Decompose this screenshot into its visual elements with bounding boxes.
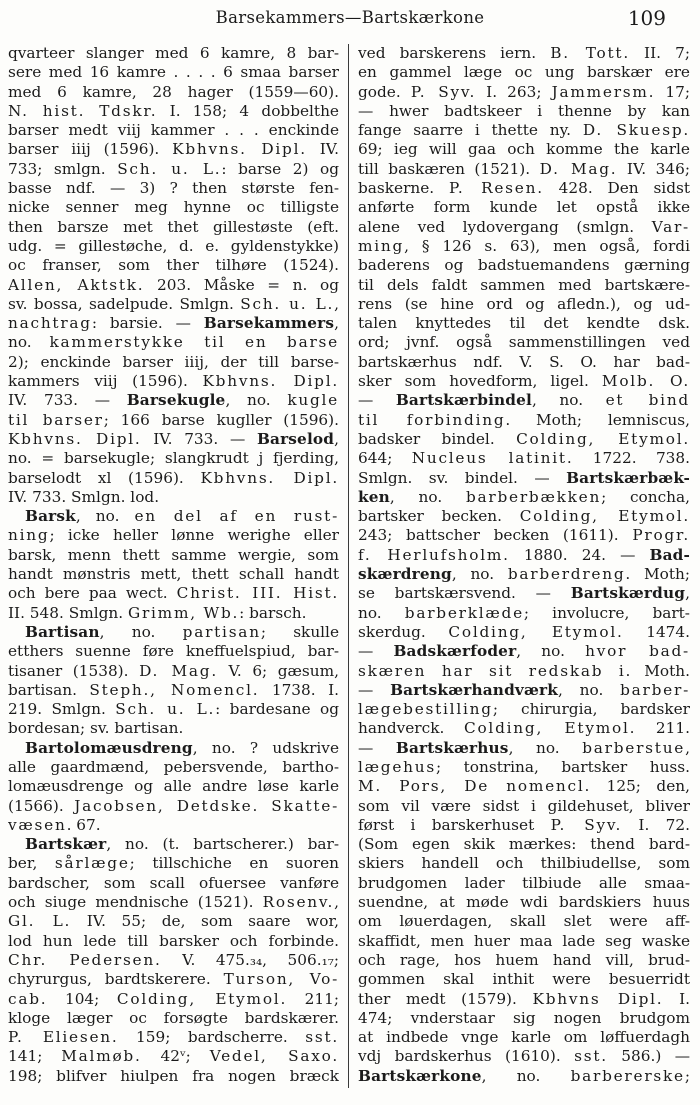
text-line: at indbede vnge karle om løffuerdagh xyxy=(358,1028,690,1047)
text-line: suendne, at møde wdi bardskiers huus xyxy=(358,893,690,912)
text-line: no. kammerstykke til en barse xyxy=(8,333,339,352)
text-line: IV. 733. Smlgn. lod. xyxy=(8,487,160,506)
text-line: sv. bossa, sadelpude. Smlgn. Sch. u. L., xyxy=(8,294,339,313)
text-line: tisaner (1538). D. Mag. V. 6; gæsum, xyxy=(8,661,339,680)
text-line: 219. Smlgn. Sch. u. L.: bardesane og xyxy=(8,700,339,719)
text-line: 474; vnderstaar sig nogen brudgom xyxy=(358,1008,690,1027)
text-columns xyxy=(0,44,700,1105)
text-line: no. = barsekugle; slangkrudt j fjerding, xyxy=(8,449,339,468)
text-line: II. 548. Smlgn. Grimm, Wb.: barsch. xyxy=(8,603,307,622)
text-line: sker som hovedform, ligel. Molb. O. xyxy=(358,372,690,391)
text-line: kloge læger oc forsøgte bardskærer. xyxy=(8,1008,339,1027)
text-line: barser iiij (1596). Kbhvns. Dipl. IV. xyxy=(8,140,339,159)
text-line: P. Eliesen. 159; bardscherre. sst. xyxy=(8,1028,339,1047)
text-line: bartsker becken. Colding, Etymol. xyxy=(358,507,690,526)
right-column xyxy=(349,44,700,1105)
text-line: skiers handell och thilbiudellse, som xyxy=(358,854,690,873)
text-line: sere med 16 kamre . . . . 6 smaa barser xyxy=(8,63,339,82)
text-line: ber, sårlæge; tillschiche en suoren xyxy=(8,854,339,873)
text-line: til barser; 166 barse kugller (1596). xyxy=(8,410,339,429)
running-header: Barsekammers—Bartskærkone xyxy=(215,8,485,27)
text-line: (1566). Jacobsen, Detdske. Skatte- xyxy=(8,796,339,815)
text-line: brudgomen lader tilbiude alle smaa- xyxy=(358,873,690,892)
text-line: alle gaardmænd, pebersvende, bartho- xyxy=(8,757,339,776)
text-line: 141; Malmøb. 42ᵛ; Vedel, Saxo. xyxy=(8,1047,339,1066)
text-line: then barsze met thet gillestøste (eft. xyxy=(8,217,339,236)
text-line: barselodt xl (1596). Kbhvns. Dipl. xyxy=(8,468,339,487)
text-line: med 6 kamre, 28 hager (1559—60). xyxy=(8,82,339,101)
text-line: Bartskær, no. (t. bartscherer.) bar- xyxy=(25,835,339,854)
text-line: — Bartskærhus, no. barberstue, xyxy=(358,738,690,757)
text-line: alene ved lydovergang (smlgn. Var- xyxy=(358,217,690,236)
text-line: Gl. L. IV. 55; de, som saare wor, xyxy=(8,912,339,931)
text-line: — Bartskærbindel, no. et bind xyxy=(358,391,690,410)
text-line: N. hist. Tdskr. I. 158; 4 dobbelthe xyxy=(8,101,339,120)
text-line: och bere paa wect. Christ. III. Hist. xyxy=(8,584,339,603)
text-line: bartskærhus ndf. V. S. O. har bad- xyxy=(358,352,690,371)
text-line: (Som egen skik mærkes: thend bard- xyxy=(358,835,690,854)
text-line: Barsk, no. en del af en rust- xyxy=(25,507,339,526)
text-line: no. barberklæde; involucre, bart- xyxy=(358,603,690,622)
text-line: lod hun lede till barsker och forbinde. xyxy=(8,931,339,950)
text-line: bordesan; sv. bartisan. xyxy=(8,719,184,738)
text-line: badsker bindel. Colding, Etymol. xyxy=(358,429,690,448)
text-line: skaffidt, men huer maa lade seg waske xyxy=(358,931,690,950)
text-line: talen knyttedes til det kendte dsk. xyxy=(358,314,690,333)
text-line: til dels faldt sammen med bartskære- xyxy=(358,275,690,294)
text-line: barser medt viij kammer . . . enckinde xyxy=(8,121,339,140)
text-line: — Bartskærhandværk, no. barber- xyxy=(358,680,690,699)
text-line: skæren har sit redskab i. Moth. xyxy=(358,661,690,680)
text-line: som vil være sidst i gildehuset, bliver xyxy=(358,796,690,815)
text-line: først i barskerhuset P. Syv. I. 72. xyxy=(358,815,690,834)
text-line: gommen skal inthit were besuerridt xyxy=(358,970,690,989)
text-line: baderens og badstuemandens gærning xyxy=(358,256,690,275)
text-line: Bartisan, no. partisan; skulle xyxy=(25,622,339,641)
text-line: Kbhvns. Dipl. IV. 733. — Barselod, xyxy=(8,429,339,448)
text-line: rens (se hine ord og afledn.), og ud- xyxy=(358,294,690,313)
text-line: handt mønstris mett, thett schall handt xyxy=(8,565,339,584)
text-line: till baskæren (1521). D. Mag. IV. 346; xyxy=(358,159,690,178)
text-line: baskerne. P. Resen. 428. Den sidst xyxy=(358,179,690,198)
text-line: 198; blifver hiulpen fra nogen bræck xyxy=(8,1066,339,1085)
text-line: Allen, Aktstk. 203. Måske = n. og xyxy=(8,275,339,294)
text-line: cab. 104; Colding, Etymol. 211; xyxy=(8,989,339,1008)
text-line: 243; battscher becken (1611). Progr. xyxy=(358,526,690,545)
text-line: ved barskerens iern. B. Tott. II. 7; xyxy=(358,44,690,62)
text-line: barsk, menn thett samme wergie, som xyxy=(8,545,339,564)
text-line: och siuge mendnische (1521). Rosenv., xyxy=(8,893,339,912)
text-line: ming, § 126 s. 63), men også, fordi xyxy=(358,236,690,255)
text-line: Bartskærkone, no. barbererske; xyxy=(358,1066,690,1085)
text-line: 69; ieg will gaa och komme the karle xyxy=(358,140,690,159)
text-line: skærdreng, no. barberdreng. Moth; xyxy=(358,565,690,584)
text-line: væsen. 67. xyxy=(8,815,101,834)
text-line: Chr. Pedersen. V. 475.₃₄, 506.₁₇; xyxy=(8,950,339,969)
text-line: Smlgn. sv. bindel. — Bartskærbæk- xyxy=(358,468,690,487)
text-line: fange saarre i thette ny. D. Skuesp. xyxy=(358,121,690,140)
text-line: — Badskærfoder, no. hvor bad- xyxy=(358,642,690,661)
text-line: — hwer badtskeer i thenne by kan xyxy=(358,101,690,120)
text-line: f. Herlufsholm. 1880. 24. — Bad- xyxy=(358,545,690,564)
text-line: anførte form kunde let opstå ikke xyxy=(358,198,690,217)
text-line: etthers suenne føre kneffuelspiud, bar- xyxy=(8,642,339,661)
text-line: nachtrag: barsie. — Barsekammers, xyxy=(8,314,339,333)
text-line: lægebestilling; chirurgia, bardsker xyxy=(358,700,690,719)
text-line: nicke senner meg hynne oc tilligste xyxy=(8,198,339,217)
text-line: ther medt (1579). Kbhvns Dipl. I. xyxy=(358,989,690,1008)
text-line: 644; Nucleus latinit. 1722. 738. xyxy=(358,449,690,468)
text-line: se bartskærsvend. — Bartskærdug, xyxy=(358,584,690,603)
text-line: och rage, hos huem hand vill, brud- xyxy=(358,950,690,969)
text-line: 733; smlgn. Sch. u. L.: barse 2) og xyxy=(8,159,339,178)
text-line: M. Pors, De nomencl. 125; den, xyxy=(358,777,690,796)
text-line: ken, no. barberbækken; concha, xyxy=(358,487,690,506)
text-line: Bartolomæusdreng, no. ? udskrive xyxy=(25,738,339,757)
text-line: lægehus; tonstrina, bartsker huss. xyxy=(358,757,690,776)
text-line: ord; jvnf. også sammenstillingen ved xyxy=(358,333,690,352)
text-line: om løuerdagen, skall slet were aff- xyxy=(358,912,690,931)
text-line: basse ndf. — 3) ? then største fen- xyxy=(8,179,339,198)
text-line: bartisan. Steph., Nomencl. 1738. I. xyxy=(8,680,339,699)
text-line: chyrurgus, bardtskerere. Turson, Vo- xyxy=(8,970,339,989)
text-line: udg. = gillestøche, d. e. gyldenstykke) xyxy=(8,236,339,255)
text-line: bardscher, som scall ofuersee vanføre xyxy=(8,873,339,892)
text-line: ning; icke heller lønne werighe eller xyxy=(8,526,339,545)
text-line: kammers viij (1596). Kbhvns. Dipl. xyxy=(8,372,339,391)
text-line: vdj bardskerhus (1610). sst. 586.) — xyxy=(358,1047,690,1066)
text-line: 2); enckinde barser iiij, der till barse- xyxy=(8,352,339,371)
text-line: IV. 733. — Barsekugle, no. kugle xyxy=(8,391,339,410)
page-header xyxy=(0,8,700,34)
text-line: qvarteer slanger med 6 kamre, 8 bar- xyxy=(8,44,339,62)
text-line: oc franser, som ther tilhøre (1524). xyxy=(8,256,339,275)
text-line: gode. P. Syv. I. 263; Jammersm. 17; xyxy=(358,82,690,101)
left-column xyxy=(0,44,348,1105)
text-line: lomæusdrenge og alle andre løse karle xyxy=(8,777,339,796)
text-line: skerdug. Colding, Etymol. 1474. xyxy=(358,622,690,641)
page-number: 109 xyxy=(627,6,666,30)
text-line: en gammel læge oc ung barskær ere xyxy=(358,63,690,82)
text-line: handverck. Colding, Etymol. 211. xyxy=(358,719,690,738)
text-line: til forbinding. Moth; lemniscus, xyxy=(358,410,690,429)
